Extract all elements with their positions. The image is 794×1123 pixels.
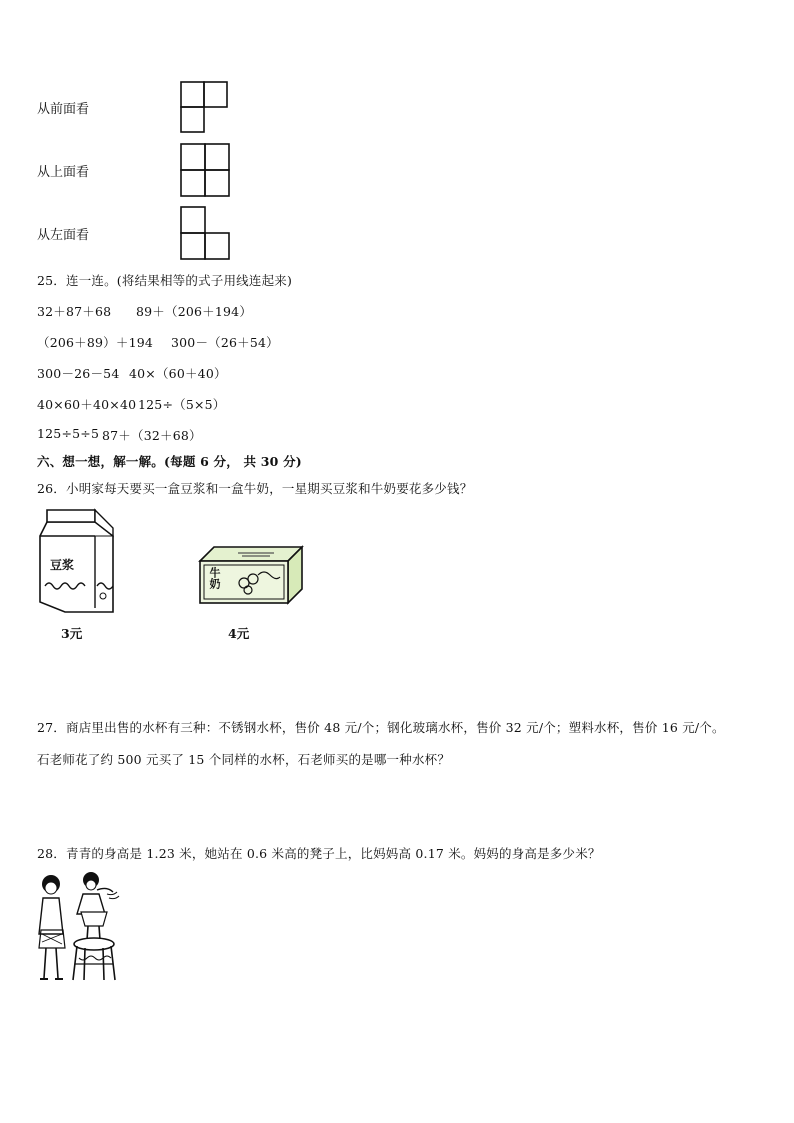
q25-row-5-right: 87＋（32＋68） (102, 428, 202, 443)
q26-text: 26．小明家每天要买一盒豆浆和一盒牛奶，一星期买豆浆和牛奶要花多少钱？ (37, 481, 473, 496)
q25-row-3-right: 40×（60＋40） (129, 366, 227, 381)
view-top-label: 从上面看 (37, 165, 90, 180)
q25-row-2-right: 300－（26＋54） (171, 335, 279, 350)
q25-row-2-left: （206＋89）＋194 (37, 335, 154, 350)
q25-row-4-left: 40×60＋40×40 (37, 397, 137, 412)
view-front-label: 从前面看 (37, 102, 90, 117)
q25-title: 25．连一连。(将结果相等的式子用线连起来) (37, 273, 293, 288)
milk-price: 4元 (228, 626, 250, 641)
q25-row-1-left: 32＋87＋68 (37, 304, 112, 319)
top-view-shape (179, 142, 231, 198)
front-view-shape (179, 80, 229, 134)
left-view-shape (179, 205, 231, 261)
view-left-label: 从左面看 (37, 228, 90, 243)
q28-text: 28．青青的身高是 1.23 米，她站在 0.6 米高的凳子上，比妈妈高 0.17 米。妈妈的身高是多少米？ (37, 846, 601, 861)
q25-row-4-right: 125÷（5×5） (138, 397, 226, 412)
q27-line2: 石老师花了约 500 元买了 15 个同样的水杯，石老师买的是哪一种水杯？ (37, 752, 451, 767)
q25-row-3-left: 300－26－54 (37, 366, 120, 381)
q27-line1: 27．商店里出售的水杯有三种：不锈钢水杯，售价 48 元/个；钢化玻璃水杯，售价 32 元/个；塑料水杯，售价 16 元/个。 (37, 720, 725, 735)
soy-box-text: 豆浆 (50, 558, 75, 572)
milk-box-text: 牛奶 (208, 567, 221, 589)
section6-title: 六、想一想，解一解。(每题 6 分， 共 30 分) (37, 454, 302, 469)
girl-on-stool-illustration (33, 872, 129, 986)
q25-row-1-right: 89＋（206＋194） (136, 304, 253, 319)
soy-price: 3元 (61, 626, 83, 641)
q25-row-5-left: 125÷5÷5 (37, 426, 100, 441)
